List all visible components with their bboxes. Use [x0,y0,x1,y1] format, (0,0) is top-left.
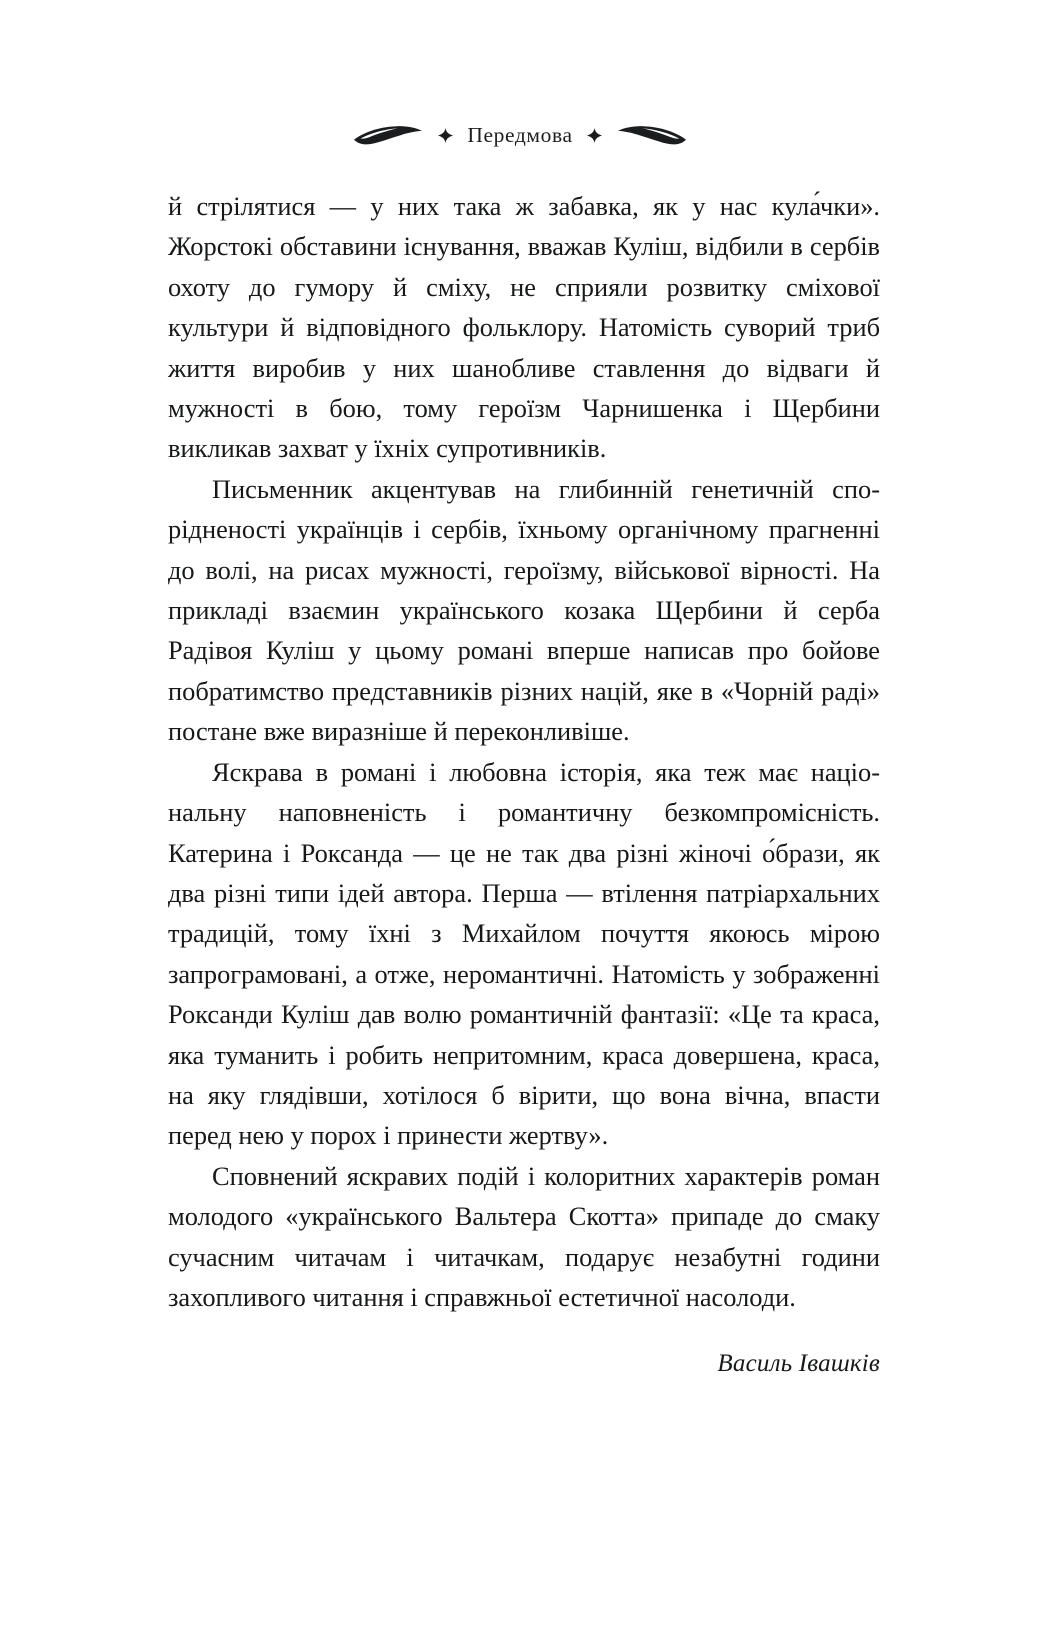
running-header [0,118,1040,152]
paragraph-1: й стрілятися — у них така ж забавка, як у нас кула́чки». Жорстокі обставини існування, вважав Куліш, відбили в сербів охоту до гумору й сміху, не сприяли розвитку сміхової культури й відповідного фольклору. Натомість суворий триб життя виробив у них шанобливе ставлення до відваги й мужності в бою, тому героїзм Чарнишенка і Щербини викликав захват у їхніх супротивників. [168,191,880,464]
paragraph-4: Сповнений яскравих подій і колоритних характерів роман молодого «українського Вальтера Скотта» припаде до смаку сучасним читачам і читачкам, подарує незабутні години захопливого читання і справжньої естетичної насолоди. [168,1160,880,1312]
running-header-title: Передмова [467,122,573,147]
page-text-body [168,186,880,1381]
paragraph-2: Письменник акцентував на глибинній генетичній спорідненості українців і сербів, їхньому органічному прагненні до волі, на рисах мужності, героїзму, військової вірності. На прикладі взаємин українського козака Щербини й серба Радівоя Куліш у цьому романі вперше написав про бойове побратимство представників різних націй, яке в «Чорній раді» постане вже виразніше й переконливіше. [168,473,880,747]
diamond-ornament-left-icon [438,128,453,143]
leaf-ornament-right-icon [616,124,688,146]
author-signature: Василь Івашків [717,1350,880,1378]
paragraph-3: Яскрава в романі і любовна історія, яка теж має національну наповненість і романтичну безкомпромісність. Катерина і Роксанда — це не так два різні жіночі о́брази, як два різні типи ідей автора. Перша — втілення патріархальних традицій, тому їхні з Михайлом почуття якоюсь мірою запрограмовані, а отже, неромантичні. Натомість у зображенні Роксанди Куліш дав волю романтичній фантазії: «Це та краса, яка туманить і робить непритомним, краса довершена, краса, на яку глядівши, хотілося б вірити, що вона вічна, впасти перед нею у порох і принести жертву». [168,756,880,1151]
diamond-ornament-right-icon [587,128,602,143]
leaf-ornament-left-icon [352,124,424,146]
